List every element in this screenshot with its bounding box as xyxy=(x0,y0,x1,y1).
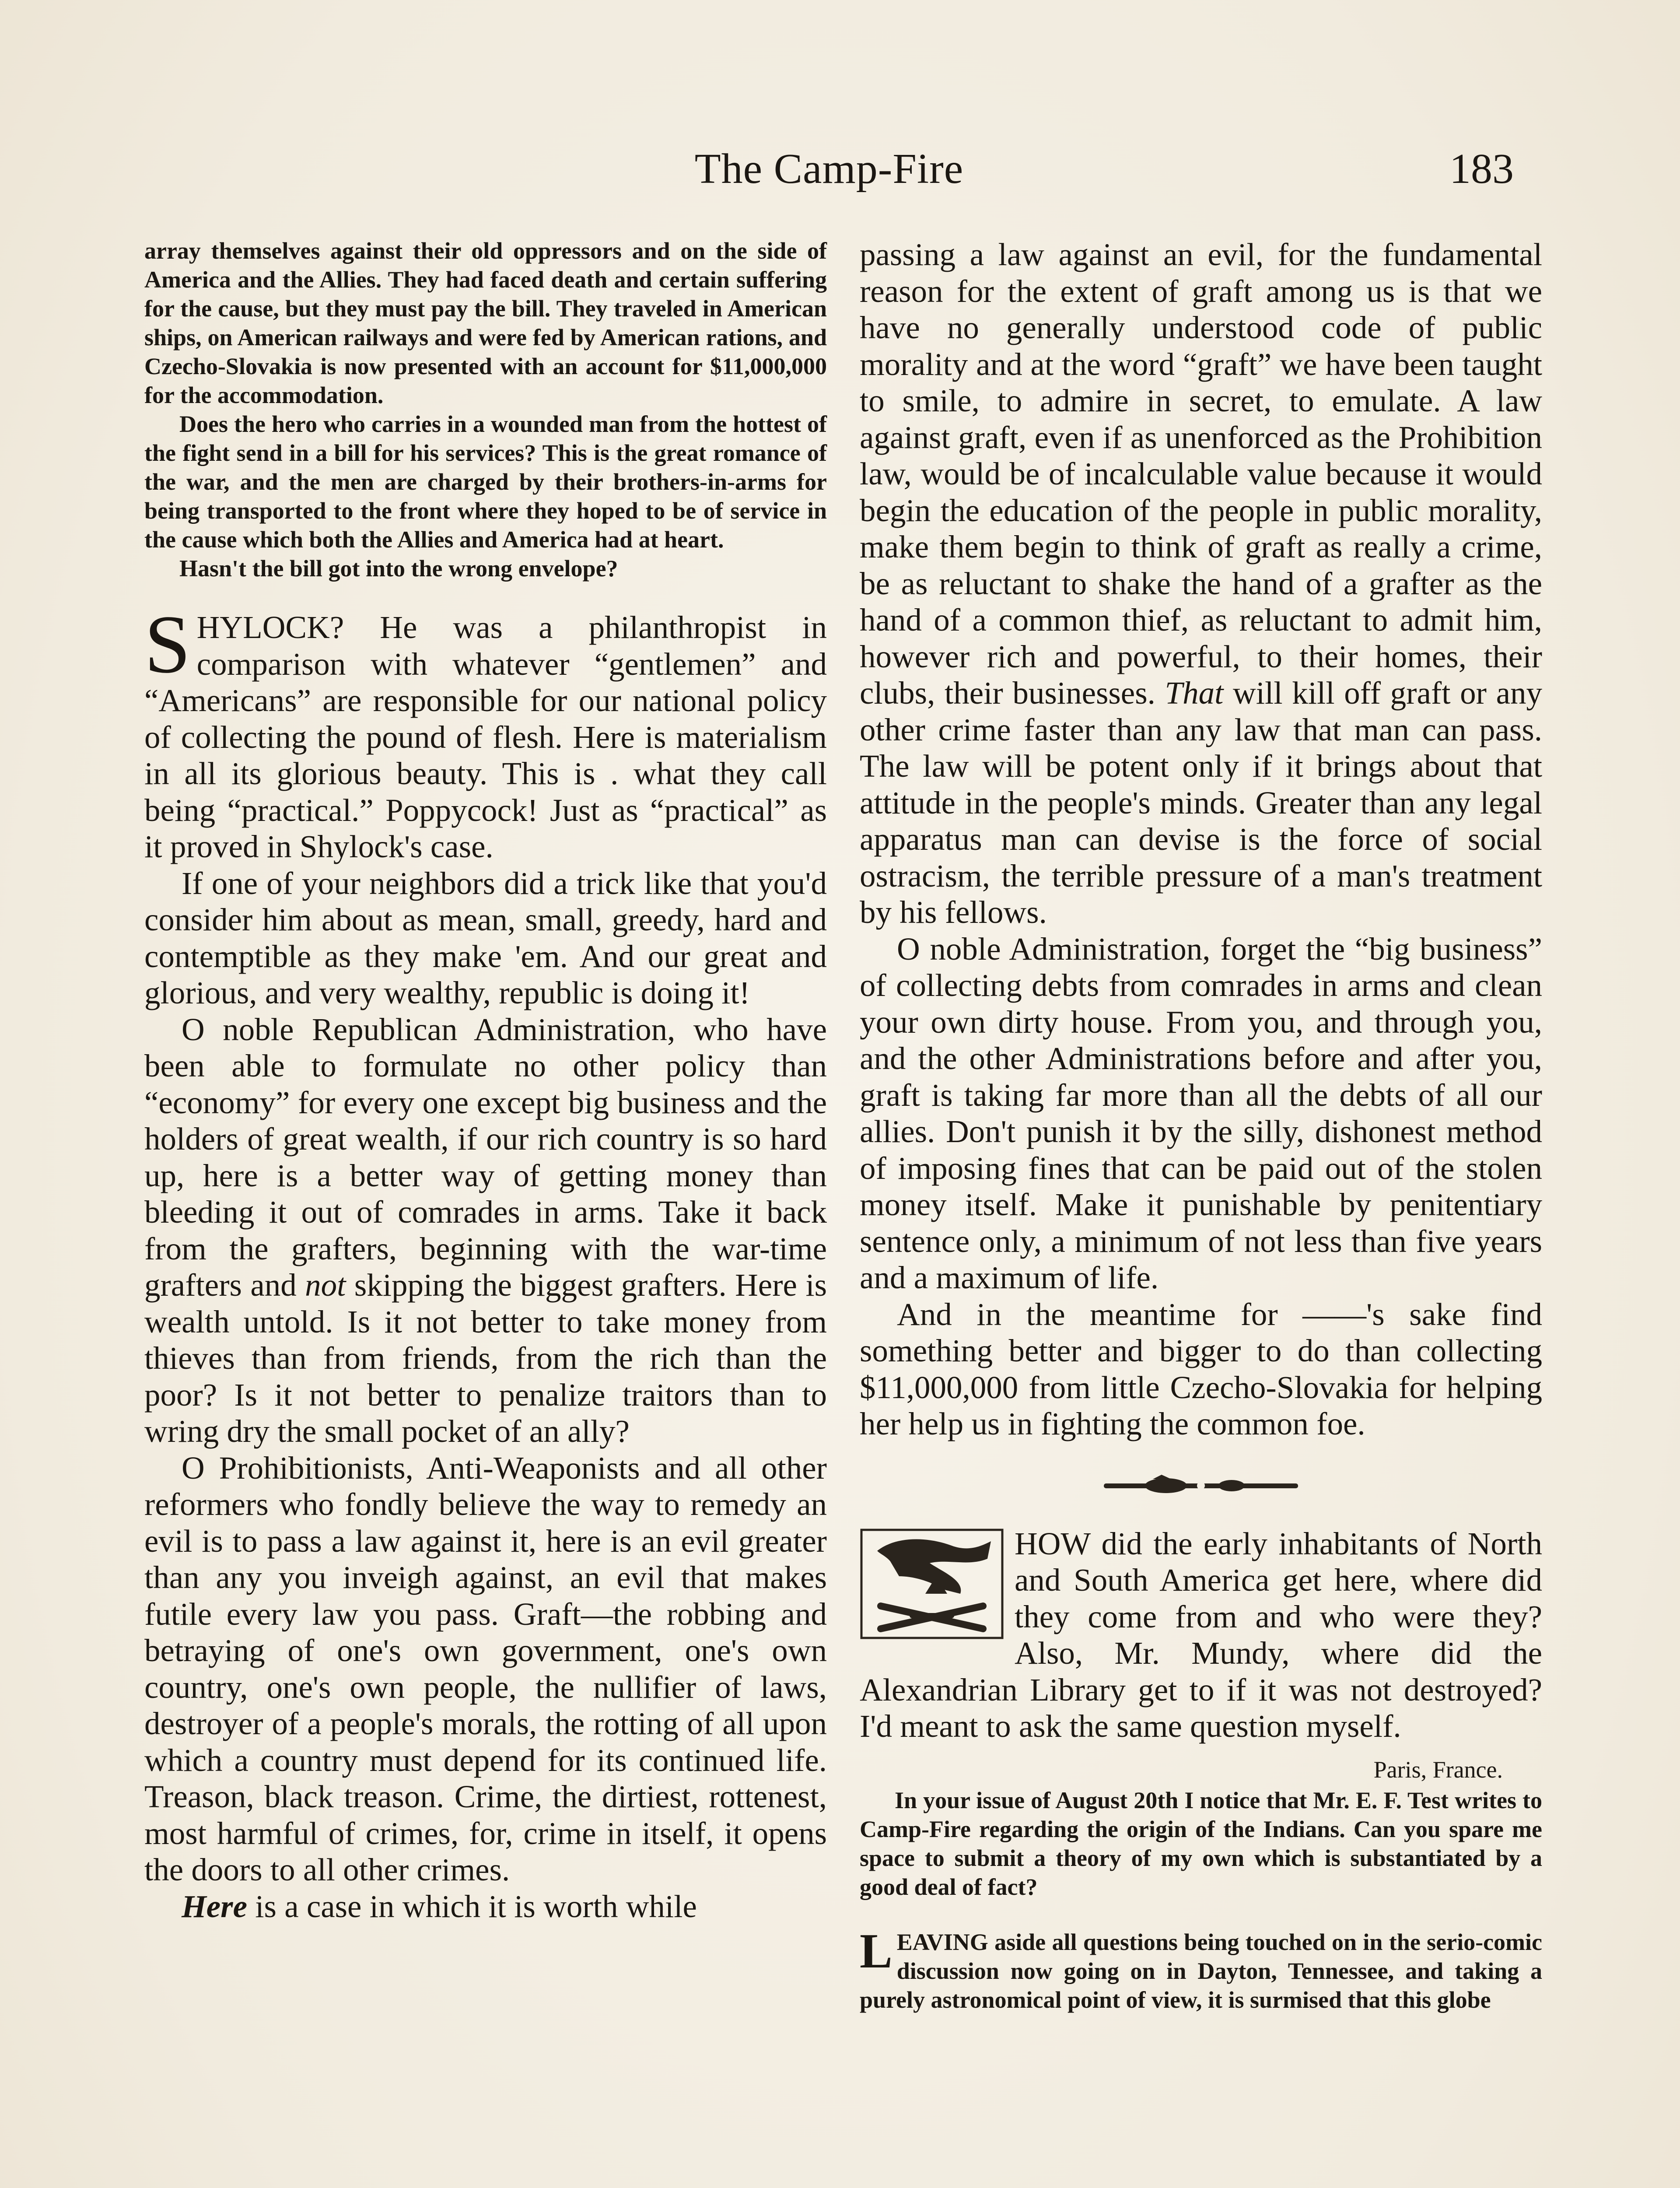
shylock-paragraph xyxy=(144,599,827,865)
running-head xyxy=(144,144,1514,201)
editorial-paragraph xyxy=(144,1011,827,1450)
letter-paragraph: Does the hero who carries in a wounded man from the hottest of the fight send in a bill for his services? This is the great romance of the war, and the men are charged by their brothers-in-arms for being transported to the front where they hoped to be of service in the cause which both the Allies and America had at heart. xyxy=(144,411,827,553)
page-number: 183 xyxy=(1449,145,1514,193)
editorial-paragraph: O Prohibitionists, Anti-Weaponists and all other reformers who fondly believe the way to remedy an evil is to pass a law against it, here is an evil greater than any you inveigh against, an evil that makes futile every law you pass. Graft—the robbing and betraying of one's own government, one's own country, one's own people, the nullifier of laws, destroyer of a people's morals, the rotting of all upon which a country must depend for its continued life. Treason, black treason. Crime, the dirtiest, rottenest, most harmful of crimes, for, crime in itself, it opens the doors to all other crimes. xyxy=(144,1450,827,1887)
letter-paragraph: In your issue of August 20th I notice that Mr. E. F. Test writes to Camp-Fire regarding the origin of the Indians. Can you spare me space to submit a theory of my own which is substantiated by a good deal of fact? xyxy=(860,1787,1542,1900)
paragraph-text: EAVING aside all questions being touched on in the serio-comic discussion now going on in Dayton, Tennessee, and taking a purely astronomical point of view, it is surmised that this globe xyxy=(860,1929,1542,2013)
paragraph-text: is a case in which it is worth while xyxy=(247,1888,697,1924)
emphasis-text: That xyxy=(1165,675,1224,711)
page-title: The Camp-Fire xyxy=(694,145,964,193)
paragraph-text: HYLOCK? He was a philanthropist in comparison with whatever “gentlemen” and “Americans” are responsible for our national policy of collecting the pound of flesh. Here is materialism in all its glorious beauty. This is . what they call being “practical.” Poppycock! Just as “practical” as it proved in Shylock's case. xyxy=(144,610,827,864)
editorial-paragraph: If one of your neighbors did a trick like that you'd consider him about as mean, small, greedy, hard and contemptible as they make 'em. And our great and glorious, and very wealthy, republic is doing it! xyxy=(144,865,827,1010)
editorial-paragraph: O noble Administration, forget the “big business” of collecting debts from comrades in arms and clean your own dirty house. From you, and through you, and the other Administrations before and after you, graft is taking far more than all the debts of all our allies. Don't punish it by the silly, dishonest method of imposing fines that can be paid out of the stolen money itself. Make it punishable by penitentiary sentence only, a minimum of not less than five years and a maximum of life. xyxy=(860,931,1542,1295)
drop-cap: L xyxy=(860,1924,892,1978)
letter-paragraph: array themselves against their old oppressors and on the side of America and the Allies. They had faced death and certain suffering for the cause, but they must pay the bill. They traveled in American ships, on American railways and were fed by American rations, and Czecho-Slovakia is now presented with an account for $11,000,000 for the accommodation. xyxy=(144,238,827,408)
editorial-paragraph: HOW did the early inhabitants of North and South America get here, where did they come from and who were they? Also, Mr. Mundy, where did the Alexandrian Library get to if it was not destroyed? I'd meant to ask the same question myself. xyxy=(860,1525,1542,1744)
right-column xyxy=(860,236,1542,2014)
editorial-paragraph: And in the meantime for ——'s sake find something better and bigger to do than collecting $11,000,000 from little Czecho-Slovakia for helping her help us in fighting the common foe. xyxy=(860,1296,1542,1441)
editorial-paragraph xyxy=(144,1888,827,1925)
dateline: Paris, France. xyxy=(1373,1756,1503,1783)
paragraph-text: skipping the biggest grafters. Here is wealth untold. Is it not better to take money from thieves than from friends, from the rich than the poor? Is it not better to penalize traitors than to wring dry the small pocket of an ally? xyxy=(144,1267,827,1449)
letter-paragraph: Hasn't the bill got into the wrong envelope? xyxy=(179,555,618,582)
pipe-divider-icon xyxy=(860,1473,1542,1499)
letter-paragraph xyxy=(860,1924,1542,2014)
paragraph-text: passing a law against an evil, for the fundamental reason for the extent of graft among us is that we have no generally understood code of public morality and at the word “graft” we have been taught to smile, to admire in secret, to emulate. A law against graft, even if as unenforced as the Prohibition law, would be of incalculable value because it would begin the education of the people in public morality, make them begin to think of graft as really a crime, be as reluctant to shake the hand of a grafter as the hand of a common thief, as reluctant to admit him, however rich and powerful, to their homes, their clubs, their businesses. xyxy=(860,237,1542,711)
emphasis-text: not xyxy=(305,1267,346,1303)
left-column xyxy=(144,236,827,1925)
drop-cap: S xyxy=(144,599,191,691)
campfire-section xyxy=(860,1525,1542,1745)
emphasis-text: Here xyxy=(182,1888,247,1924)
paragraph-text: will kill off graft or any other crime faster than any law that man can pass. The law will be potent only if it brings about that attitude in the people's minds. Greater than any legal apparatus man can devise is the force of social ostracism, the terrible pressure of a man's treatment by his fellows. xyxy=(860,675,1542,930)
campfire-icon xyxy=(860,1528,1004,1640)
paragraph-text: O noble Republican Administration, who have been able to formulate no other policy than “economy” for every one except big business and the holders of great wealth, if our rich country is so hard up, here is a better way of getting money than bleeding it out of comrades in arms. Take it back from the grafters, beginning with the war-time grafters and xyxy=(144,1011,827,1303)
editorial-paragraph xyxy=(860,236,1542,931)
